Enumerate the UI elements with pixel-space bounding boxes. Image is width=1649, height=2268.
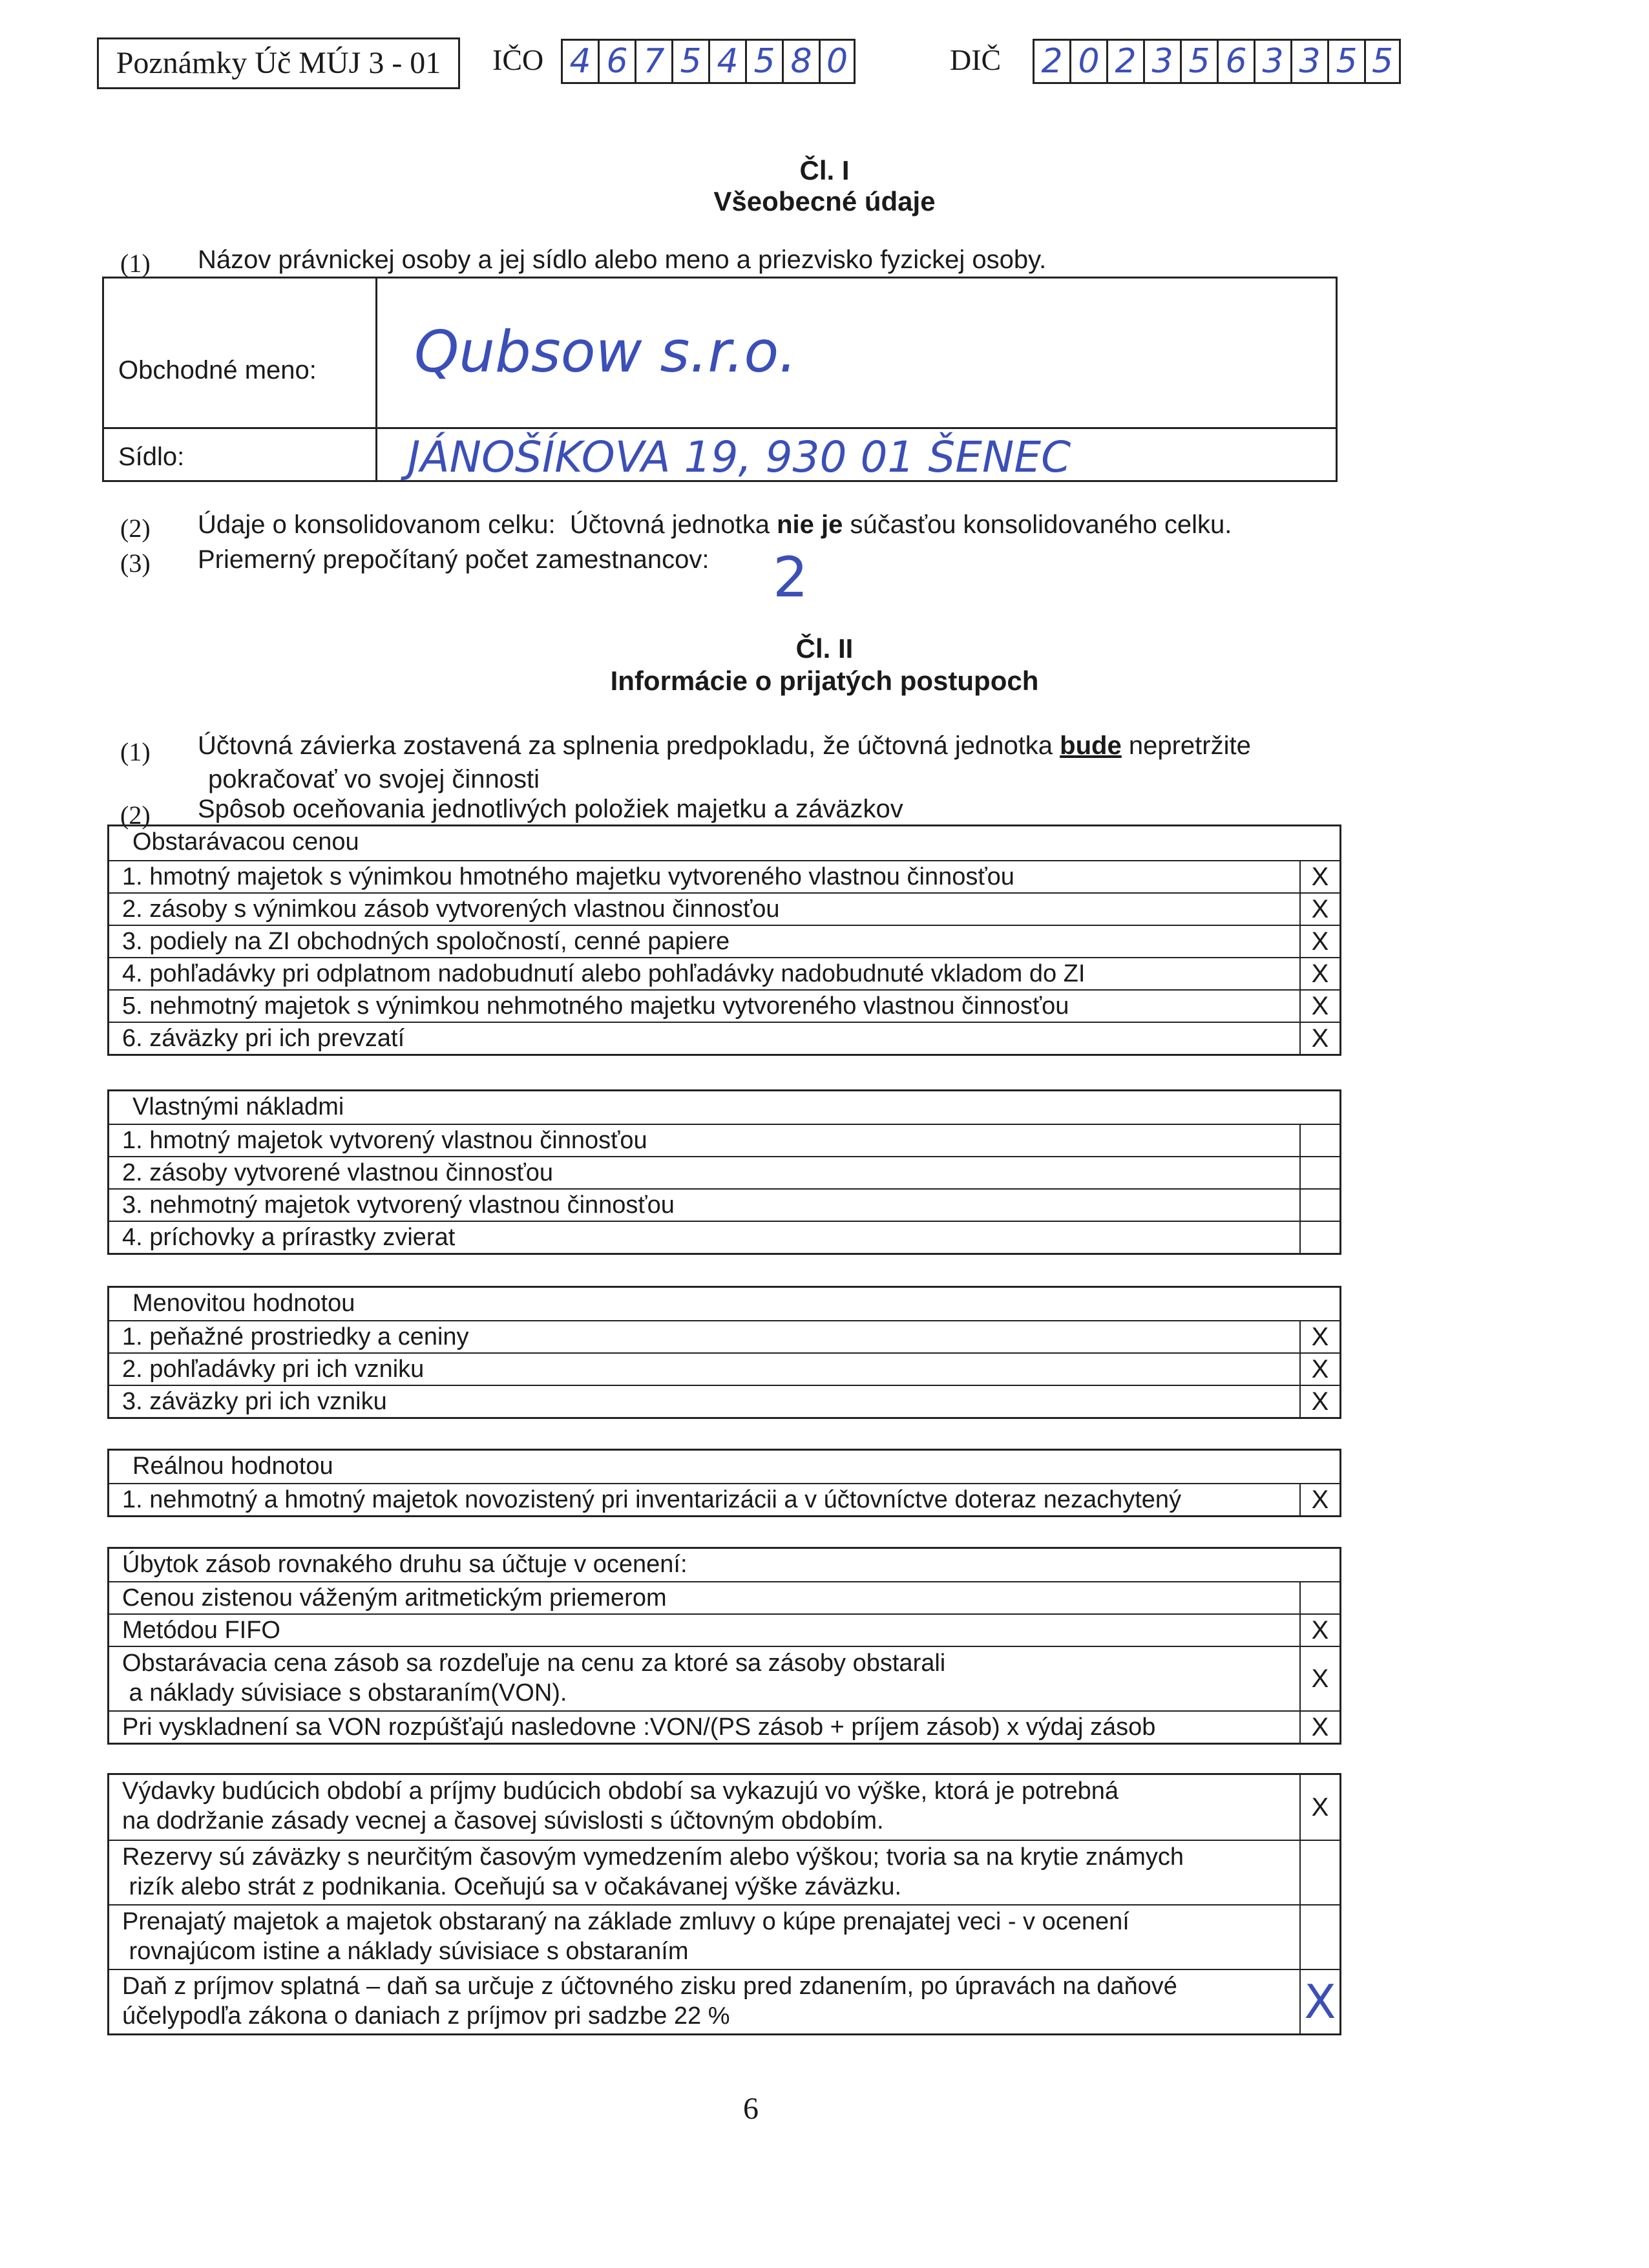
dic-digit[interactable]: 2 xyxy=(1106,39,1143,84)
table-row: Metódou FIFO X xyxy=(109,1613,1339,1646)
ico-digit[interactable]: 5 xyxy=(671,39,708,84)
table-row: 3. záväzky pri ich vzniku X xyxy=(109,1385,1339,1417)
checkbox-mark[interactable]: X xyxy=(1299,1970,1339,2033)
section2-title: Informácie o prijatých postupoch xyxy=(610,666,1039,696)
table-row: 5. nehmotný majetok s výnimkou nehmotného majetku vytvoreného vlastnou činnosťou X xyxy=(109,989,1339,1022)
table-row: 1. nehmotný a hmotný majetok novozistený pri inventarizácii a v účtovníctve doteraz nezachytený X xyxy=(109,1483,1339,1515)
checkbox-mark[interactable]: X xyxy=(1299,894,1339,925)
table-other-policies xyxy=(107,1773,1341,2035)
form-title-box: Poznámky Úč MÚJ 3 - 01 xyxy=(97,37,460,89)
ico-digit[interactable]: 4 xyxy=(561,39,598,84)
table-header: Obstarávacou cenou xyxy=(132,828,359,856)
checkbox-mark[interactable]: X xyxy=(1299,1615,1339,1646)
table-row: 4. príchovky a prírastky zvierat xyxy=(109,1221,1339,1253)
ico-digit[interactable]: 6 xyxy=(598,39,635,84)
table-inventory-outflow xyxy=(107,1547,1341,1745)
table-fair-value xyxy=(107,1449,1341,1517)
table-row: Výdavky budúcich období a príjmy budúcich období sa vykazujú vo výške, ktorá je potrebná na dodržanie zásady vecnej a časovej súvislosti s účtovným obdobím. X xyxy=(109,1775,1339,1840)
table-row: 1. hmotný majetok vytvorený vlastnou činnosťou xyxy=(109,1124,1339,1156)
ico-digit[interactable]: 7 xyxy=(635,39,671,84)
employee-count[interactable]: 2 xyxy=(773,545,808,610)
section1-title: Všeobecné údaje xyxy=(713,186,936,216)
table-row: 1. peňažné prostriedky a ceniny X xyxy=(109,1320,1339,1352)
section2-item1-line2: pokračovať vo svojej činnosti xyxy=(208,765,540,793)
table-own-costs xyxy=(107,1089,1341,1255)
checkbox-mark[interactable]: X xyxy=(1299,926,1339,957)
table-row: 4. pohľadávky pri odplatnom nadobudnutí alebo pohľadávky nadobudnuté vkladom do ZI X xyxy=(109,957,1339,989)
checkbox-mark[interactable]: X xyxy=(1299,1775,1339,1840)
ico-boxes[interactable] xyxy=(561,39,856,84)
checkbox-mark[interactable]: X xyxy=(1299,1321,1339,1352)
checkbox-mark[interactable]: X xyxy=(1299,958,1339,989)
checkbox-mark[interactable] xyxy=(1299,1157,1339,1188)
checkbox-mark[interactable]: X xyxy=(1299,1386,1339,1417)
section2-number: Čl. II xyxy=(795,633,854,664)
checkbox-mark[interactable]: X xyxy=(1299,1647,1339,1710)
table-row: Cenou zistenou váženým aritmetickým priemerom xyxy=(109,1581,1339,1613)
dic-digit[interactable]: 3 xyxy=(1254,39,1290,84)
table-header-row xyxy=(109,1288,1339,1320)
dic-digit[interactable]: 5 xyxy=(1364,39,1401,84)
checkbox-mark[interactable] xyxy=(1299,1222,1339,1253)
table-row: 2. zásoby s výnimkou zásob vytvorených vlastnou činnosťou X xyxy=(109,892,1339,925)
dic-digit[interactable]: 2 xyxy=(1033,39,1069,84)
table-row: Daň z príjmov splatná – daň sa určuje z účtovného zisku pred zdanením, po úpravách na daňové účelypodľa zákona o daniach z príjmov pri sadzbe 22 % X xyxy=(109,1969,1339,2033)
checkbox-mark[interactable] xyxy=(1299,1190,1339,1221)
checkbox-mark[interactable] xyxy=(1299,1906,1339,1969)
checkbox-mark[interactable]: X xyxy=(1299,1712,1339,1743)
section2-item1-num: (1) xyxy=(120,737,151,766)
table-header-row xyxy=(109,1091,1339,1124)
ico-digit[interactable]: 8 xyxy=(782,39,819,84)
section1-item1-num: (1) xyxy=(120,249,151,278)
checkbox-mark[interactable]: X xyxy=(1299,1354,1339,1385)
seat-label: Sídlo: xyxy=(118,443,185,471)
dic-boxes[interactable] xyxy=(1033,39,1401,84)
checkbox-mark[interactable]: X xyxy=(1299,991,1339,1022)
table-row: 2. zásoby vytvorené vlastnou činnosťou xyxy=(109,1156,1339,1188)
table-header: Úbytok zásob rovnakého druhu sa účtuje v ocenení: xyxy=(122,1551,688,1578)
checkbox-mark[interactable] xyxy=(1299,1125,1339,1156)
dic-digit[interactable]: 5 xyxy=(1180,39,1217,84)
section2-item2-num: (2) xyxy=(120,801,151,830)
ico-digit[interactable]: 4 xyxy=(708,39,745,84)
table-header: Vlastnými nákladmi xyxy=(132,1093,344,1120)
section1-number: Čl. I xyxy=(799,155,850,185)
table-header-row xyxy=(109,826,1339,860)
dic-label: DIČ xyxy=(950,43,1002,76)
table-nominal-value xyxy=(107,1286,1341,1419)
checkbox-mark[interactable] xyxy=(1299,1841,1339,1904)
table-header: Menovitou hodnotou xyxy=(132,1290,355,1317)
checkbox-mark[interactable] xyxy=(1299,1582,1339,1613)
checkbox-mark[interactable]: X xyxy=(1299,1023,1339,1054)
table-row: 3. nehmotný majetok vytvorený vlastnou činnosťou xyxy=(109,1188,1339,1221)
dic-digit[interactable]: 6 xyxy=(1217,39,1254,84)
section1-item3-num: (3) xyxy=(120,549,151,578)
page-number: 6 xyxy=(743,2092,759,2126)
table-acquisition-cost xyxy=(107,824,1341,1056)
section2-item1-text: Účtovná závierka zostavená za splnenia predpokladu, že účtovná jednotka bude nepretržite xyxy=(198,731,1251,760)
seat-value[interactable]: JÁNOŠÍKOVA 19, 930 01 ŠENEC xyxy=(408,432,1071,482)
company-label: Obchodné meno: xyxy=(118,356,317,384)
section2-item2-text: Spôsob oceňovania jednotlivých položiek majetku a záväzkov xyxy=(198,795,903,823)
ico-digit[interactable]: 5 xyxy=(745,39,782,84)
dic-digit[interactable]: 5 xyxy=(1327,39,1364,84)
table-row: 1. hmotný majetok s výnimkou hmotného majetku vytvoreného vlastnou činnosťou X xyxy=(109,860,1339,892)
section1-item2-text: Údaje o konsolidovanom celku: Účtovná jednotka nie je súčasťou konsolidovaného celku. xyxy=(198,510,1232,539)
company-value[interactable]: Qubsow s.r.o. xyxy=(414,319,797,385)
dic-digit[interactable]: 0 xyxy=(1069,39,1106,84)
section1-item3-text: Priemerný prepočítaný počet zamestnancov: xyxy=(198,545,709,574)
section1-item1-text: Názov právnickej osoby a jej sídlo alebo meno a priezvisko fyzickej osoby. xyxy=(198,246,1047,274)
table-header: Reálnou hodnotou xyxy=(132,1453,333,1480)
ico-label: IČO xyxy=(492,43,544,76)
table-row: Pri vyskladnení sa VON rozpúšťajú nasledovne :VON/(PS zásob + príjem zásob) x výdaj zásob X xyxy=(109,1710,1339,1743)
table-header-row xyxy=(109,1451,1339,1483)
table-row: 2. pohľadávky pri ich vzniku X xyxy=(109,1352,1339,1385)
identity-table xyxy=(102,277,1338,482)
table-row: Rezervy sú záväzky s neurčitým časovým vymedzením alebo výškou; tvoria sa na krytie známych rizík alebo strát z podnikania. Oceňujú sa v očakávanej výške záväzku. xyxy=(109,1840,1339,1904)
section1-item2-num: (2) xyxy=(120,514,151,543)
table-row: Obstarávacia cena zásob sa rozdeľuje na cenu za ktoré sa zásoby obstarali a náklady súvisiace s obstaraním(VON). X xyxy=(109,1646,1339,1710)
ico-digit[interactable]: 0 xyxy=(819,39,856,84)
checkbox-mark[interactable]: X xyxy=(1299,861,1339,892)
table-row: 3. podiely na ZI obchodných spoločností, cenné papiere X xyxy=(109,925,1339,957)
checkbox-mark[interactable]: X xyxy=(1299,1484,1339,1515)
dic-digit[interactable]: 3 xyxy=(1290,39,1327,84)
table-header-row xyxy=(109,1549,1339,1581)
dic-digit[interactable]: 3 xyxy=(1143,39,1180,84)
table-row: 6. záväzky pri ich prevzatí X xyxy=(109,1022,1339,1054)
table-row: Prenajatý majetok a majetok obstaraný na základe zmluvy o kúpe prenajatej veci - v ocenení rovnajúcom istine a náklady súvisiace s obstaraním xyxy=(109,1904,1339,1969)
